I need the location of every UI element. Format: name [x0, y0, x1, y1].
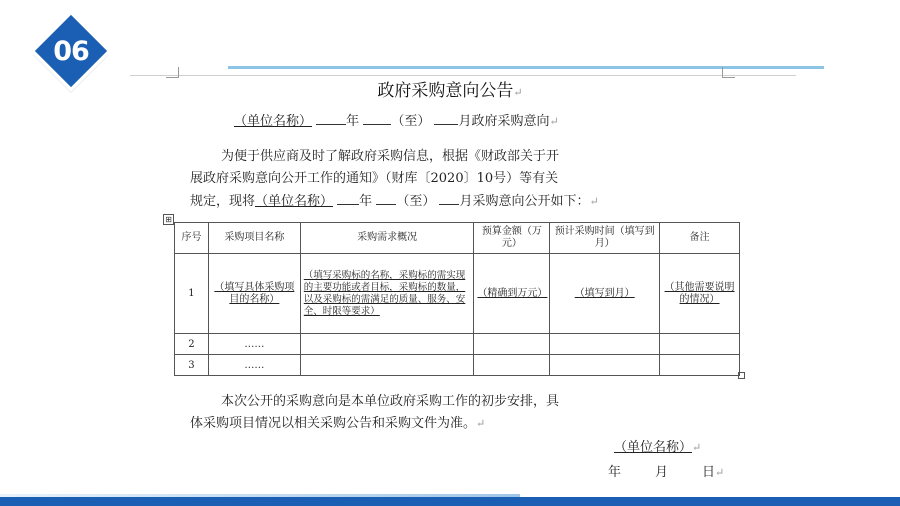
project-name-cell: ……	[208, 334, 300, 355]
signature-date: 年 月 日↵	[608, 465, 725, 480]
document-title: 政府采购意向公告↵	[377, 81, 523, 101]
budget-cell	[474, 334, 550, 355]
note-cell: （其他需要说明的情况）	[660, 254, 740, 334]
requirement-cell: （填写采购标的名称，采购标的需实现的主要功能或者目标，采购标的数量，以及采购标的需满足的质量、服务、安全、时限等要求）	[300, 254, 474, 334]
intro-line-3: 规定，现将（单位名称） 年 （至） 月采购意向公开如下：↵	[190, 194, 599, 209]
note-cell	[660, 355, 740, 376]
closing-line-1: 本次公开的采购意向是本单位政府采购工作的初步安排，具	[221, 394, 560, 409]
header-cell: 预计采购时间（填写到月）	[550, 223, 660, 254]
subtitle-line: （单位名称） 年 （至） 月政府采购意向↵	[234, 114, 559, 129]
requirement-cell	[300, 355, 474, 376]
closing-line-2: 体采购项目情况以相关采购公告和采购文件为准。↵	[190, 416, 486, 431]
table-end-marker	[738, 372, 745, 379]
project-name-cell: ……	[208, 355, 300, 376]
procurement-table	[174, 222, 740, 376]
signature-unit: （单位名称）↵	[614, 440, 702, 455]
requirement-cell	[300, 334, 474, 355]
row-number: 3	[175, 355, 209, 376]
table-header-row	[175, 223, 740, 254]
header-cell: 采购需求概况	[300, 223, 474, 254]
time-cell	[550, 355, 660, 376]
row-number: 1	[175, 254, 209, 334]
budget-cell: （精确到万元）	[474, 254, 550, 334]
project-name-cell: （填写具体采购项目的名称）	[208, 254, 300, 334]
header-cell: 预算金额（万元）	[474, 223, 550, 254]
section-number: 06	[53, 35, 89, 67]
header-cell: 备注	[660, 223, 740, 254]
budget-cell	[474, 355, 550, 376]
header-cell: 序号	[175, 223, 209, 254]
time-cell	[550, 334, 660, 355]
table-anchor-icon: ⊞	[163, 214, 174, 225]
header-cell: 采购项目名称	[208, 223, 300, 254]
intro-line-1: 为便于供应商及时了解政府采购信息，根据《财政部关于开	[221, 149, 560, 164]
time-cell: （填写到月）	[550, 254, 660, 334]
table-row	[175, 334, 740, 355]
row-number: 2	[175, 334, 209, 355]
table-row	[175, 254, 740, 334]
intro-line-2: 展政府采购意向公开工作的通知》（财库〔2020〕10号）等有关	[190, 171, 559, 186]
table-row	[175, 355, 740, 376]
footer-bar	[0, 497, 900, 506]
note-cell	[660, 334, 740, 355]
